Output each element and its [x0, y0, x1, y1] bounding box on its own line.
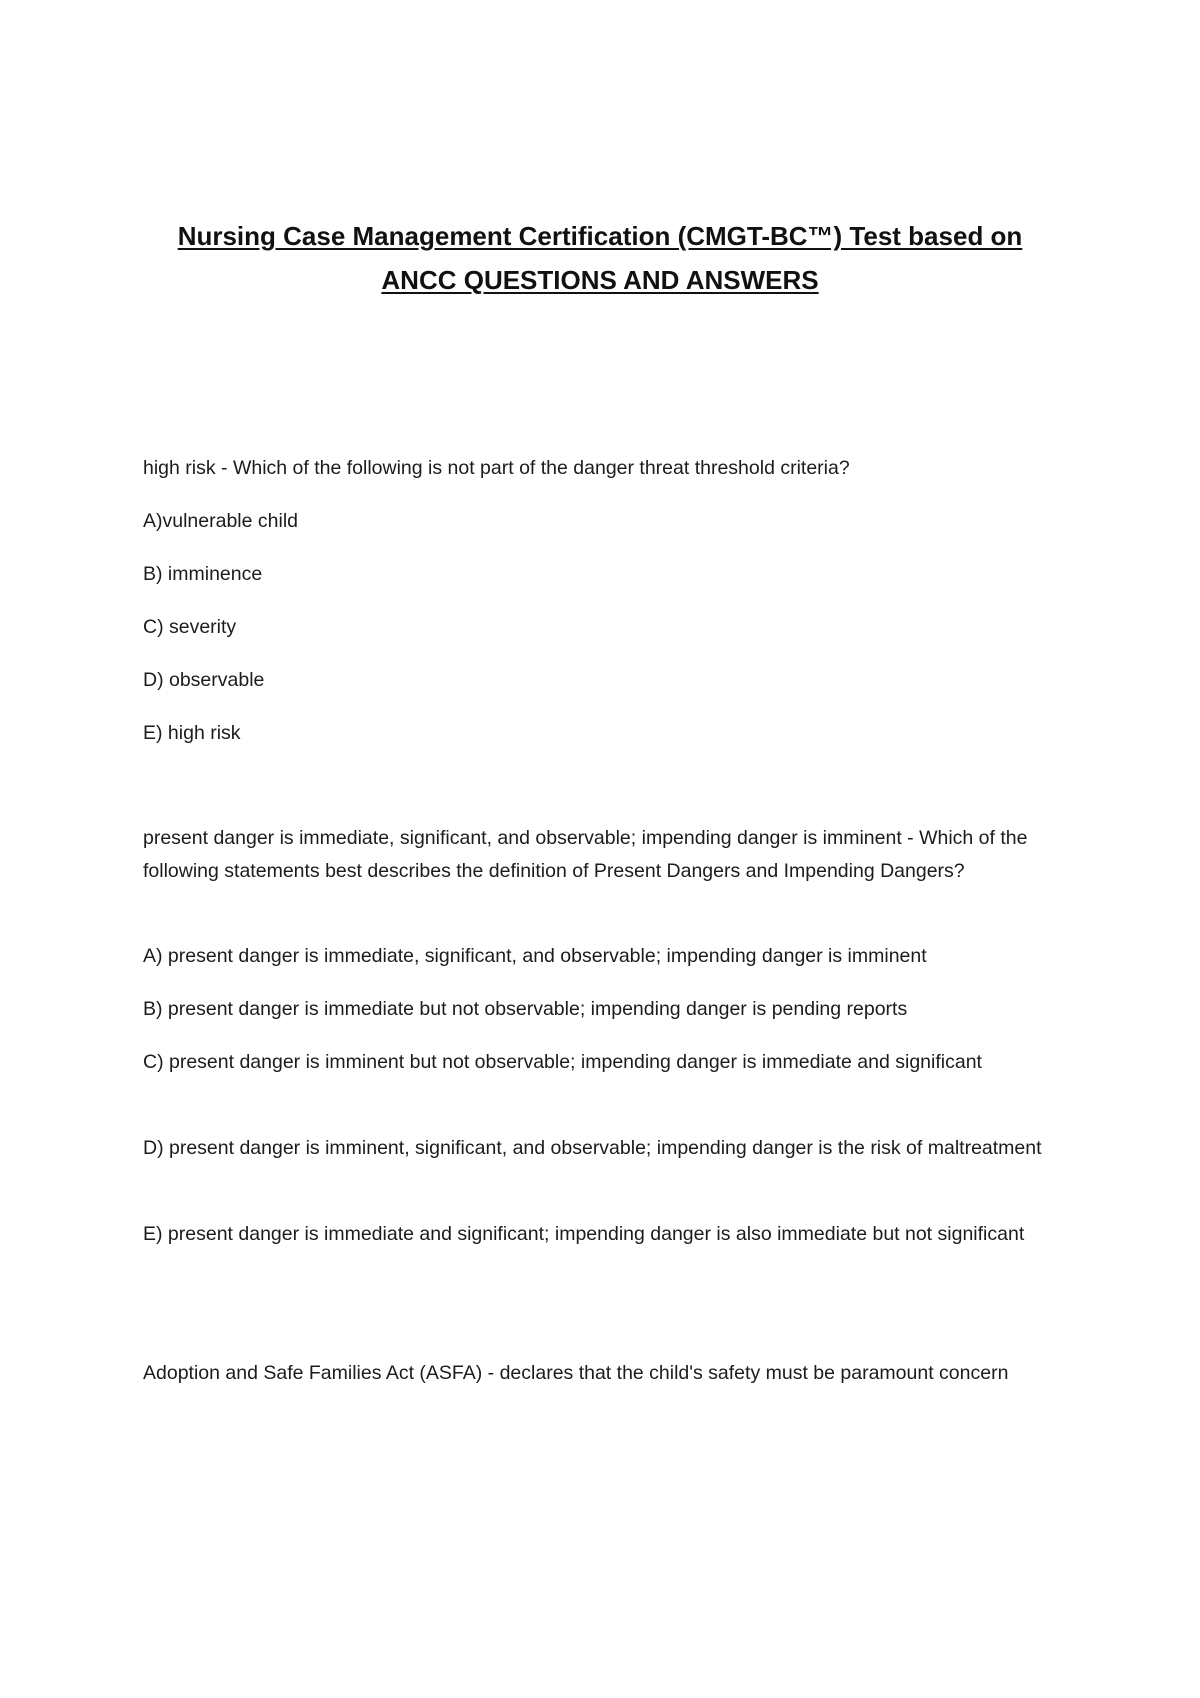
q1-option-e: E) high risk	[143, 722, 241, 744]
title-line-2: ANCC QUESTIONS AND ANSWERS	[381, 265, 819, 295]
document-title	[100, 214, 1100, 302]
q1-option-d: D) observable	[143, 669, 265, 691]
q2-option-b: B) present danger is immediate but not observable; impending danger is pending reports	[143, 998, 908, 1020]
q2-option-c: C) present danger is imminent but not observable; impending danger is immediate and significant	[143, 1051, 982, 1073]
q2-option-e: E) present danger is immediate and significant; impending danger is also immediate but not significant	[143, 1223, 1025, 1245]
q1-option-c: C) severity	[143, 616, 237, 638]
q2-option-d: D) present danger is imminent, significant, and observable; impending danger is the risk of maltreatment	[143, 1137, 1042, 1159]
q1-option-b: B) imminence	[143, 563, 263, 585]
q2-option-a: A) present danger is immediate, significant, and observable; impending danger is imminent	[143, 945, 927, 967]
question-2-prompt: present danger is immediate, significant, and observable; impending danger is imminent - Which of the following statements best describes the definition of Present Dangers and Impending Dangers?	[143, 827, 1028, 882]
title-line-1: Nursing Case Management Certification (CMGT-BC™) Test based on	[177, 221, 1023, 251]
q1-option-a: A)vulnerable child	[143, 510, 299, 532]
question-1-prompt: high risk - Which of the following is not part of the danger threat threshold criteria?	[143, 457, 850, 479]
question-3-prompt: Adoption and Safe Families Act (ASFA) - declares that the child's safety must be paramount concern	[143, 1362, 1009, 1384]
